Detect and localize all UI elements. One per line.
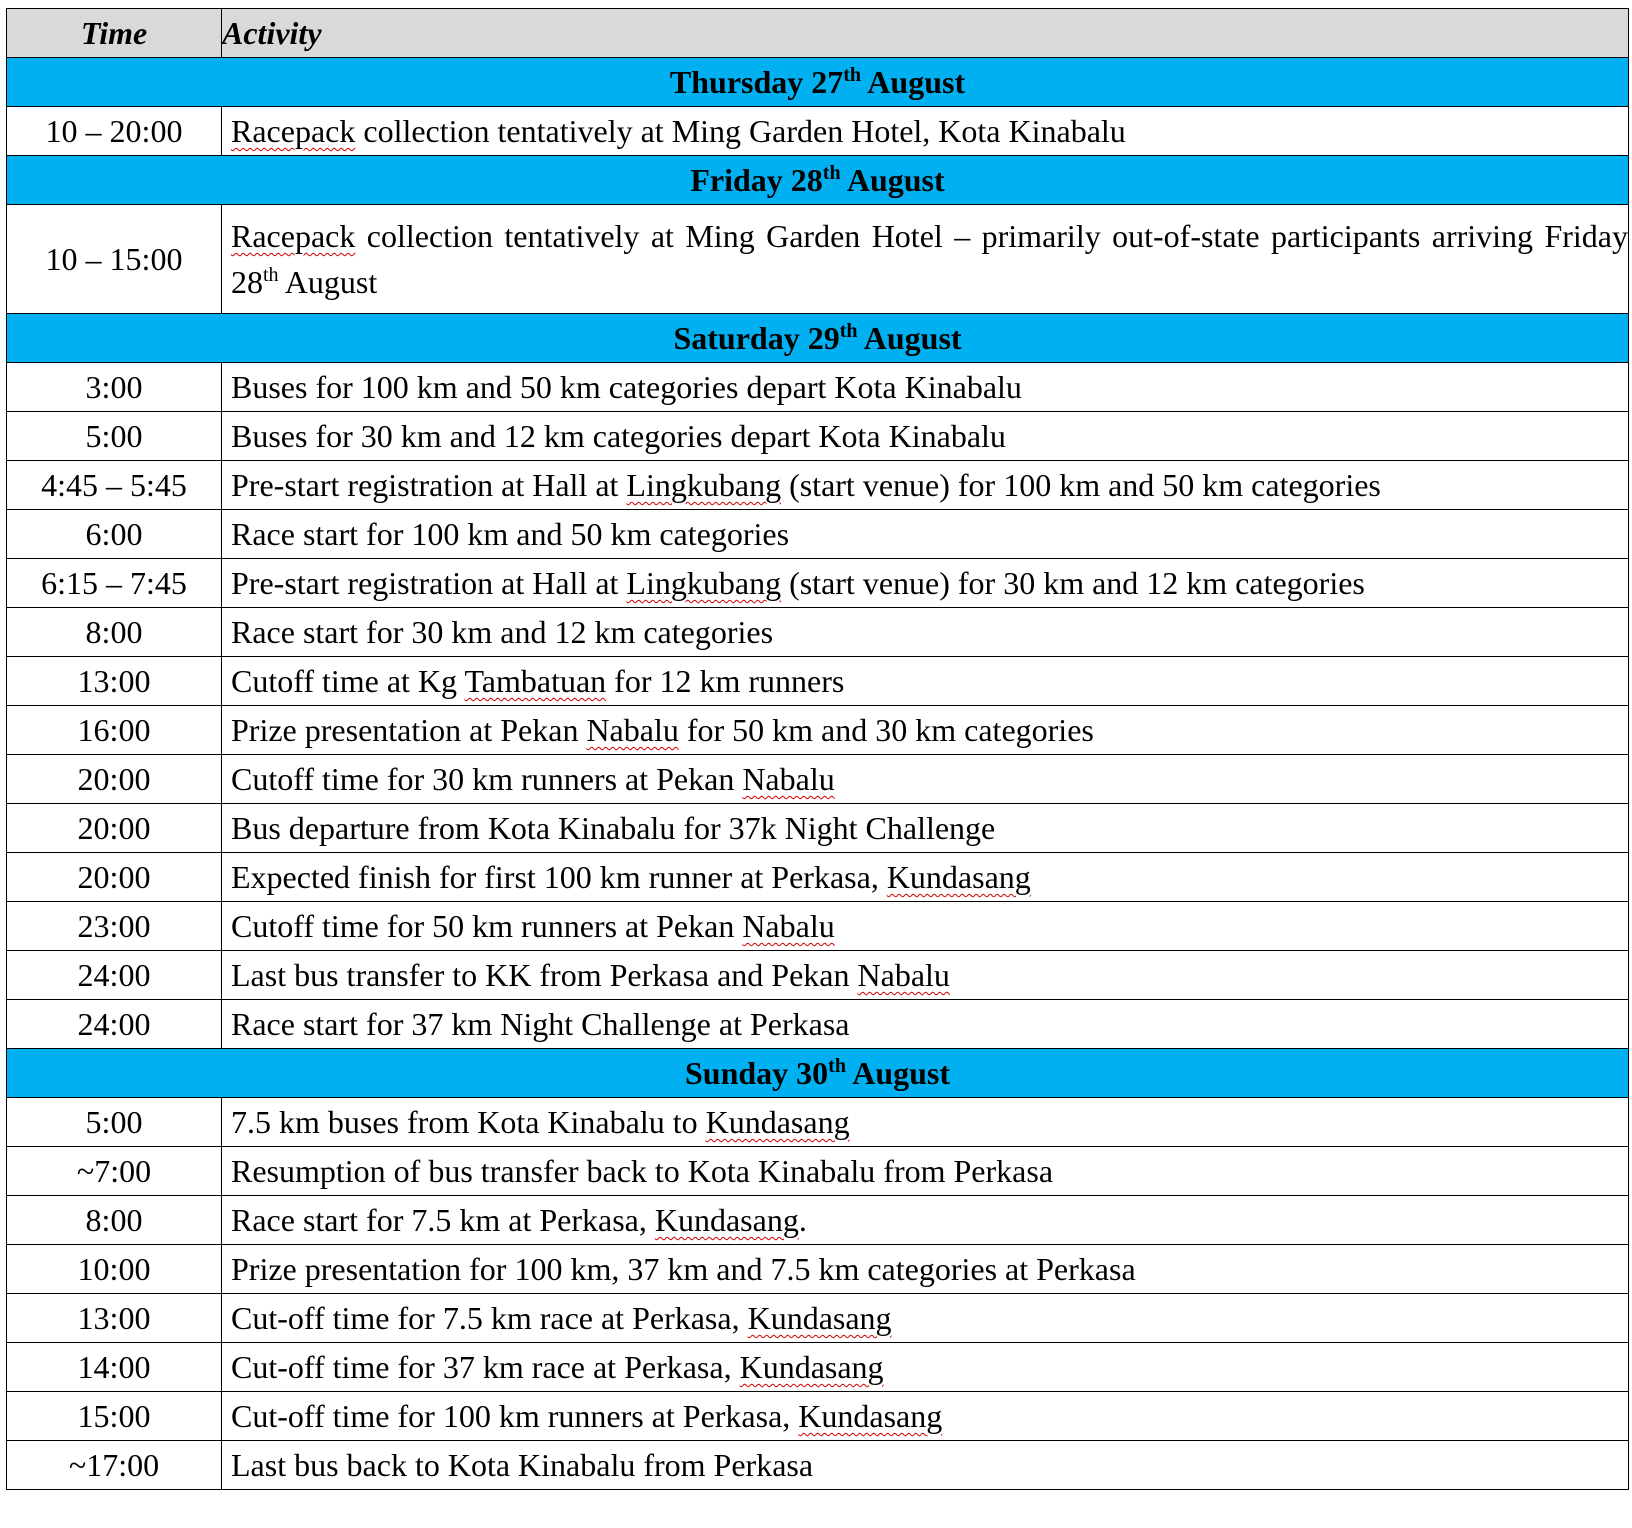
event-activity bbox=[222, 510, 1629, 559]
day-header-row bbox=[7, 1049, 1629, 1098]
event-time: 8:00 bbox=[7, 608, 222, 657]
event-activity bbox=[222, 608, 1629, 657]
event-row bbox=[7, 804, 1629, 853]
activity-text: Cutoff time for 30 km runners at Pekan bbox=[231, 761, 743, 797]
event-time: 5:00 bbox=[7, 1098, 222, 1147]
event-row bbox=[7, 1343, 1629, 1392]
day-label: Thursday 27 bbox=[669, 64, 844, 100]
day-header bbox=[7, 58, 1629, 107]
event-row bbox=[7, 559, 1629, 608]
activity-text: Prize presentation for 100 km, 37 km and 7.5 km categories at Perkasa bbox=[231, 1251, 1136, 1287]
event-time: 10 – 20:00 bbox=[7, 107, 222, 156]
event-time: 6:00 bbox=[7, 510, 222, 559]
activity-text: Prize presentation at Pekan bbox=[231, 712, 587, 748]
event-row bbox=[7, 1000, 1629, 1049]
activity-text: Race start for 100 km and 50 km categories bbox=[231, 516, 790, 552]
event-activity bbox=[222, 804, 1629, 853]
event-row bbox=[7, 1098, 1629, 1147]
event-activity bbox=[222, 1441, 1629, 1490]
spellcheck-flagged-word: Nabalu bbox=[586, 712, 679, 748]
activity-text: for 50 km and 30 km categories bbox=[678, 712, 1094, 748]
spellcheck-flagged-word: Lingkubang bbox=[626, 467, 782, 503]
event-row bbox=[7, 755, 1629, 804]
event-row bbox=[7, 1294, 1629, 1343]
activity-text: (start venue) for 100 km and 50 km categories bbox=[781, 467, 1381, 503]
activity-text: Cut-off time for 100 km runners at Perkasa, bbox=[231, 1398, 799, 1434]
event-time: 4:45 – 5:45 bbox=[7, 461, 222, 510]
event-time: 24:00 bbox=[7, 951, 222, 1000]
activity-text: for 12 km runners bbox=[606, 663, 845, 699]
event-row bbox=[7, 853, 1629, 902]
event-time: ~7:00 bbox=[7, 1147, 222, 1196]
event-row bbox=[7, 205, 1629, 314]
event-time: 16:00 bbox=[7, 706, 222, 755]
event-row bbox=[7, 951, 1629, 1000]
spellcheck-flagged-word: Kundasang bbox=[739, 1349, 884, 1385]
event-activity bbox=[222, 657, 1629, 706]
spellcheck-flagged-word: Kundasang bbox=[654, 1202, 799, 1238]
day-header bbox=[7, 1049, 1629, 1098]
event-activity bbox=[222, 107, 1629, 156]
event-time: 23:00 bbox=[7, 902, 222, 951]
activity-text: 7.5 km buses from Kota Kinabalu to bbox=[231, 1104, 706, 1140]
event-activity bbox=[222, 951, 1629, 1000]
event-row bbox=[7, 1147, 1629, 1196]
activity-text: . bbox=[798, 1202, 807, 1238]
activity-text: Race start for 7.5 km at Perkasa, bbox=[231, 1202, 655, 1238]
event-time: 13:00 bbox=[7, 1294, 222, 1343]
activity-column-header: Activity bbox=[222, 9, 1629, 58]
event-time: 15:00 bbox=[7, 1392, 222, 1441]
event-time: 6:15 – 7:45 bbox=[7, 559, 222, 608]
schedule-table bbox=[6, 8, 1629, 1490]
event-activity bbox=[222, 559, 1629, 608]
spellcheck-flagged-word: Lingkubang bbox=[626, 565, 782, 601]
event-activity bbox=[222, 1196, 1629, 1245]
activity-text: Expected finish for first 100 km runner at Perkasa, bbox=[231, 859, 887, 895]
activity-text: Buses for 100 km and 50 km categories depart Kota Kinabalu bbox=[231, 369, 1022, 405]
event-row bbox=[7, 1441, 1629, 1490]
day-label: Saturday 29 bbox=[673, 320, 840, 356]
activity-text: (start venue) for 30 km and 12 km categories bbox=[781, 565, 1365, 601]
event-time: 10 – 15:00 bbox=[7, 205, 222, 314]
spellcheck-flagged-word: Nabalu bbox=[742, 908, 835, 944]
event-activity bbox=[222, 1294, 1629, 1343]
spellcheck-flagged-word: Kundasang bbox=[705, 1104, 850, 1140]
event-time: ~17:00 bbox=[7, 1441, 222, 1490]
day-ordinal-suffix: th bbox=[828, 1055, 846, 1077]
event-row bbox=[7, 510, 1629, 559]
activity-text: Cutoff time for 50 km runners at Pekan bbox=[231, 908, 743, 944]
spellcheck-flagged-word: Kundasang bbox=[798, 1398, 943, 1434]
activity-text: Cut-off time for 7.5 km race at Perkasa, bbox=[231, 1300, 748, 1336]
spellcheck-flagged-word: Kundasang bbox=[747, 1300, 892, 1336]
event-row bbox=[7, 608, 1629, 657]
day-ordinal-suffix: th bbox=[839, 320, 858, 342]
header-row bbox=[7, 9, 1629, 58]
activity-text: Resumption of bus transfer back to Kota Kinabalu from Perkasa bbox=[231, 1153, 1054, 1189]
activity-text: Cut-off time for 37 km race at Perkasa, bbox=[231, 1349, 740, 1385]
day-header-row bbox=[7, 314, 1629, 363]
day-month: August bbox=[840, 162, 945, 198]
day-header-row bbox=[7, 156, 1629, 205]
activity-text: Buses for 30 km and 12 km categories depart Kota Kinabalu bbox=[231, 418, 1006, 454]
event-time: 20:00 bbox=[7, 853, 222, 902]
day-label: Friday 28 bbox=[690, 162, 823, 198]
activity-text: Race start for 37 km Night Challenge at Perkasa bbox=[231, 1006, 850, 1042]
event-row bbox=[7, 107, 1629, 156]
event-row bbox=[7, 412, 1629, 461]
event-time: 5:00 bbox=[7, 412, 222, 461]
event-activity bbox=[222, 755, 1629, 804]
ordinal-suffix: th bbox=[263, 264, 279, 286]
event-activity bbox=[222, 1392, 1629, 1441]
event-row bbox=[7, 1196, 1629, 1245]
spellcheck-flagged-word: Racepack bbox=[231, 113, 356, 149]
event-time: 24:00 bbox=[7, 1000, 222, 1049]
time-column-header: Time bbox=[7, 9, 222, 58]
activity-text: Last bus back to Kota Kinabalu from Perkasa bbox=[231, 1447, 814, 1483]
activity-text: collection tentatively at Ming Garden Hotel, Kota Kinabalu bbox=[355, 113, 1126, 149]
event-activity bbox=[222, 1098, 1629, 1147]
activity-text: Race start for 30 km and 12 km categories bbox=[231, 614, 774, 650]
day-ordinal-suffix: th bbox=[843, 64, 862, 86]
day-month: August bbox=[861, 64, 966, 100]
event-time: 14:00 bbox=[7, 1343, 222, 1392]
event-activity bbox=[222, 1000, 1629, 1049]
event-time: 20:00 bbox=[7, 804, 222, 853]
day-month: August bbox=[845, 1055, 951, 1091]
spellcheck-flagged-word: Racepack bbox=[231, 218, 356, 254]
event-time: 13:00 bbox=[7, 657, 222, 706]
spellcheck-flagged-word: Tambatuan bbox=[464, 663, 607, 699]
event-row bbox=[7, 706, 1629, 755]
event-row bbox=[7, 657, 1629, 706]
activity-text: August bbox=[278, 264, 378, 300]
event-activity bbox=[222, 853, 1629, 902]
event-activity bbox=[222, 706, 1629, 755]
day-ordinal-suffix: th bbox=[822, 162, 841, 184]
event-row bbox=[7, 902, 1629, 951]
event-time: 8:00 bbox=[7, 1196, 222, 1245]
day-label: Sunday 30 bbox=[684, 1055, 829, 1091]
day-header bbox=[7, 156, 1629, 205]
spellcheck-flagged-word: Nabalu bbox=[857, 957, 950, 993]
event-activity bbox=[222, 902, 1629, 951]
event-row bbox=[7, 363, 1629, 412]
event-time: 10:00 bbox=[7, 1245, 222, 1294]
event-row bbox=[7, 461, 1629, 510]
event-time: 20:00 bbox=[7, 755, 222, 804]
event-time: 3:00 bbox=[7, 363, 222, 412]
event-activity bbox=[222, 1147, 1629, 1196]
event-activity bbox=[222, 363, 1629, 412]
schedule-body bbox=[7, 58, 1629, 1490]
event-activity bbox=[222, 412, 1629, 461]
activity-text: collection tentatively at Ming Garden Hotel – primarily out-of-state participants arriving Friday 28 bbox=[231, 218, 1628, 300]
event-activity bbox=[222, 461, 1629, 510]
activity-text: Last bus transfer to KK from Perkasa and Pekan bbox=[231, 957, 858, 993]
event-activity bbox=[222, 205, 1629, 314]
event-row bbox=[7, 1392, 1629, 1441]
event-row bbox=[7, 1245, 1629, 1294]
activity-text: Pre-start registration at Hall at bbox=[231, 565, 627, 601]
event-activity bbox=[222, 1343, 1629, 1392]
spellcheck-flagged-word: Kundasang bbox=[886, 859, 1031, 895]
activity-text: Cutoff time at Kg bbox=[231, 663, 465, 699]
activity-text: Bus departure from Kota Kinabalu for 37k Night Challenge bbox=[231, 810, 996, 846]
activity-text: Pre-start registration at Hall at bbox=[231, 467, 627, 503]
event-activity bbox=[222, 1245, 1629, 1294]
spellcheck-flagged-word: Nabalu bbox=[742, 761, 835, 797]
day-month: August bbox=[857, 320, 962, 356]
day-header-row bbox=[7, 58, 1629, 107]
day-header bbox=[7, 314, 1629, 363]
